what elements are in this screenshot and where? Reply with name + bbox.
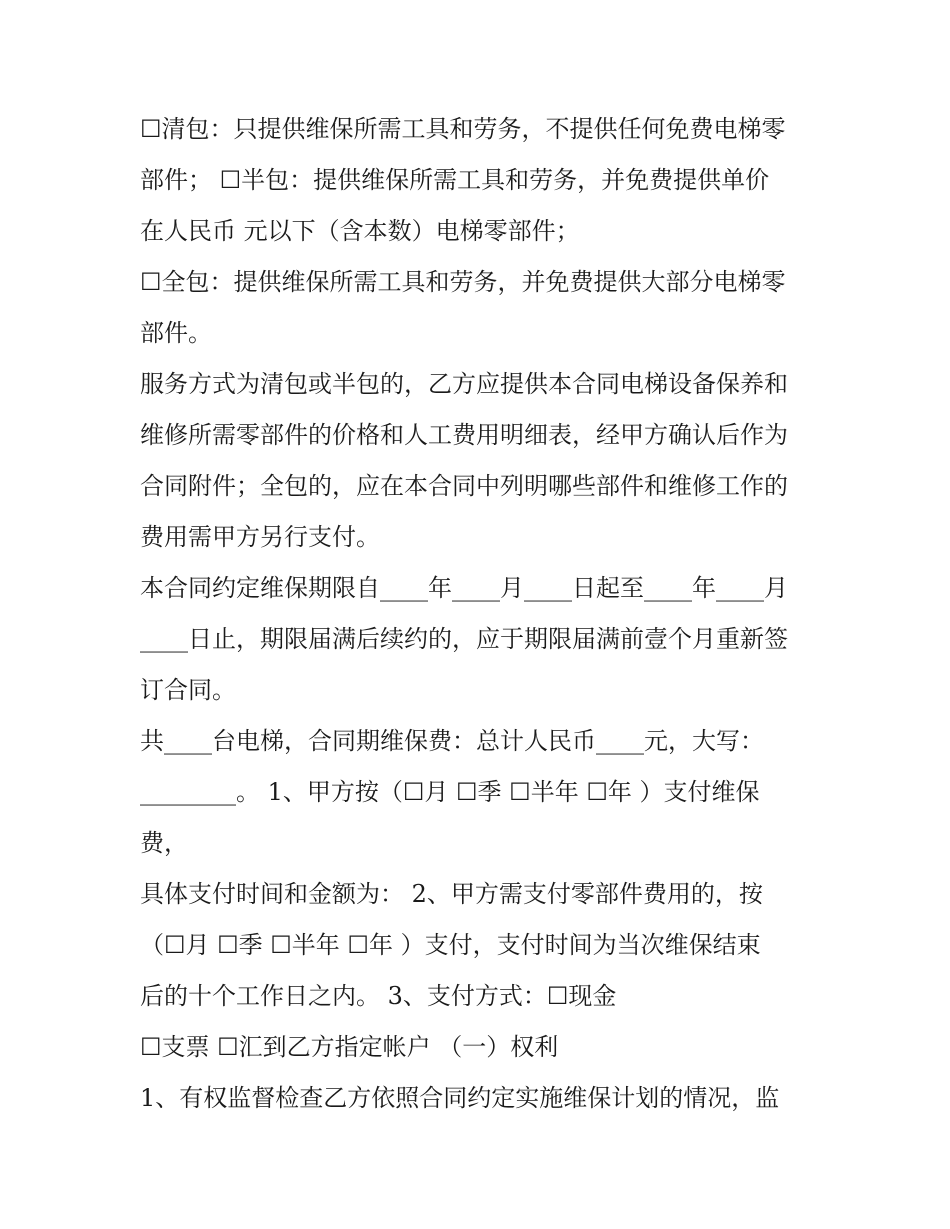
text-line: ☐全包：提供维保所需工具和劳务，并免费提供大部分电梯零 [140,268,786,296]
text-line: 服务方式为清包或半包的，乙方应提供本合同电梯设备保养和 [140,370,788,398]
text-line: 合同附件；全包的，应在本合同中列明哪些部件和维修工作的 [140,472,788,500]
text-line: （☐月 ☐季 ☐半年 ☐年 ）支付，支付时间为当次维保结束 [140,931,761,959]
text-line: 共____台电梯，合同期维保费：总计人民币____元，大写： [140,727,764,755]
text-line: ☐清包：只提供维保所需工具和劳务，不提供任何免费电梯零 [140,115,786,143]
text-line: 后的十个工作日之内。 3、支付方式：☐现金 [140,982,617,1010]
text-line: 部件； ☐半包：提供维保所需工具和劳务，并免费提供单价 [140,166,770,194]
text-line: ________。 1、甲方按（☐月 ☐季 ☐半年 ☐年 ）支付维保 [140,778,760,806]
text-line: 费， [140,829,188,857]
text-line: 在人民币 元以下（含本数）电梯零部件； [140,217,580,245]
text-line: 维修所需零部件的价格和人工费用明细表，经甲方确认后作为 [140,421,788,449]
text-line: ____日止，期限届满后续约的，应于期限届满前壹个月重新签 [140,625,788,653]
document-body [140,104,820,1124]
text-line: 部件。 [140,319,212,347]
text-line: 本合同约定维保期限自____年____月____日起至____年____月 [140,574,788,602]
text-line: 具体支付时间和金额为： 2、甲方需支付零部件费用的，按 [140,880,763,908]
text-line: ☐支票 ☐汇到乙方指定帐户 （一）权利 [140,1033,559,1061]
text-line: 费用需甲方另行支付。 [140,523,380,551]
text-line: 1、有权监督检查乙方依照合同约定实施维保计划的情况，监 [140,1084,780,1112]
text-line: 订合同。 [140,676,236,704]
